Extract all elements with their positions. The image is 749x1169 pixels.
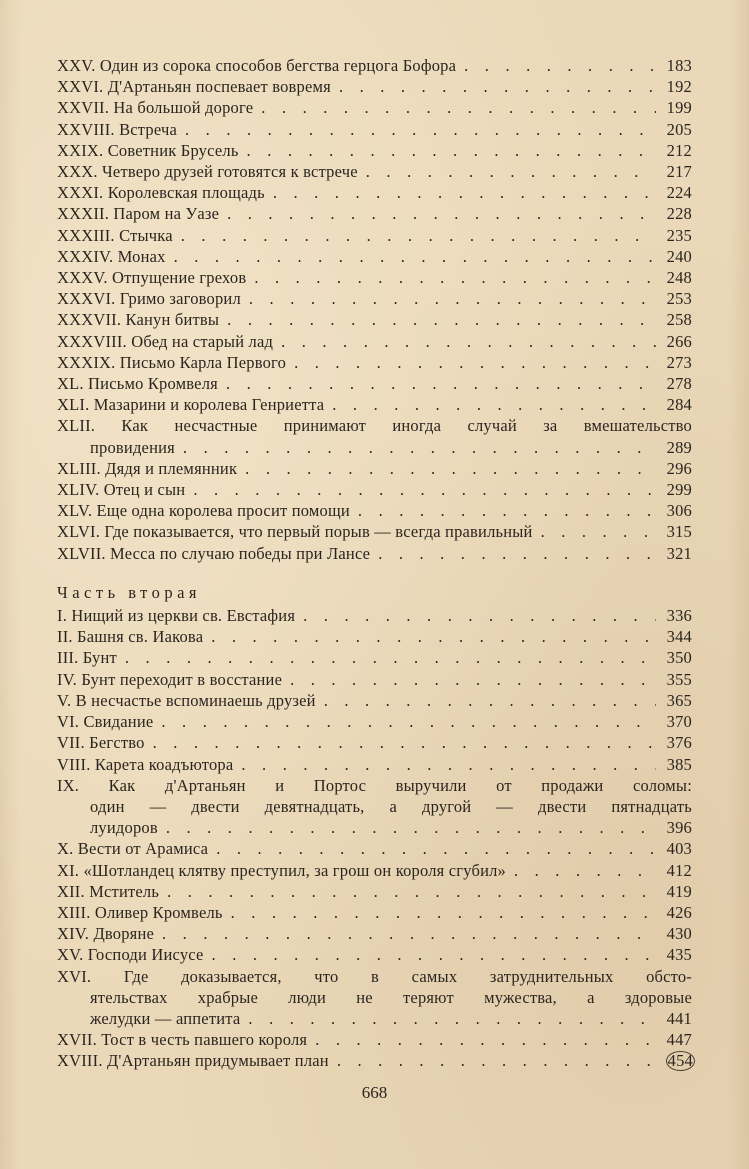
toc-entry [57, 309, 692, 330]
toc-entry [57, 140, 692, 161]
entry-page-number [662, 690, 692, 711]
leader-dots [541, 521, 656, 542]
entry-page-number [662, 923, 692, 944]
toc-entry [57, 288, 692, 309]
page-number-text: 192 [666, 77, 692, 97]
leader-dots [245, 458, 656, 479]
page-number-text: 447 [666, 1030, 692, 1050]
toc-entry [57, 860, 692, 881]
entry-title: XXXVII. Канун битвы [57, 310, 220, 330]
entry-page-number [662, 352, 692, 373]
page-number-text: 273 [666, 352, 692, 372]
toc-entry [57, 97, 692, 118]
leader-dots [464, 55, 656, 76]
entry-page-number [662, 626, 692, 647]
entry-title: XXXII. Паром на Уазе [57, 204, 220, 224]
leader-dots [248, 1008, 656, 1029]
entry-title: XIII. Оливер Кромвель [57, 902, 223, 922]
entry-title: VIII. Карета коадъютора [57, 754, 234, 774]
page-number-text: 258 [666, 310, 692, 330]
toc-entry [57, 711, 692, 732]
entry-title: IV. Бунт переходит в восстание [57, 669, 283, 689]
page-number-text: 412 [666, 860, 692, 880]
toc-entry [57, 1050, 692, 1071]
toc-entry [57, 225, 692, 246]
page-number-text: 385 [666, 754, 692, 774]
entry-page-number [662, 732, 692, 753]
entry-title: XXXIV. Монах [57, 246, 166, 266]
page-number-text: 419 [666, 881, 692, 901]
page-number-text: 217 [666, 162, 692, 182]
leader-dots [174, 246, 656, 267]
leader-dots [249, 288, 656, 309]
leader-dots [166, 817, 656, 838]
entry-title-line: XVI. Где доказывается, что в самых затруднительных обсто- [57, 966, 692, 986]
part-two-heading: Часть вторая [57, 582, 202, 602]
toc-entry [57, 881, 692, 902]
page-number-text: 228 [666, 204, 692, 224]
entry-title: XXVIII. Встреча [57, 119, 178, 139]
leader-dots [212, 944, 656, 965]
entry-page-number [662, 838, 692, 859]
entry-title: V. В несчастье вспоминаешь друзей [57, 690, 316, 710]
leader-dots [183, 437, 656, 458]
toc-entry [57, 500, 692, 521]
entry-title: X. Вести от Арамиса [57, 839, 209, 859]
leader-dots [231, 902, 656, 923]
entry-title: XXXI. Королевская площадь [57, 183, 265, 203]
entry-title: XL. Письмо Кромвеля [57, 374, 218, 394]
leader-dots [514, 860, 656, 881]
toc-entry [57, 626, 692, 647]
entry-title: XLI. Мазарини и королева Генриетта [57, 395, 325, 415]
entry-title-line: луидоров [90, 818, 158, 838]
leader-dots [337, 1050, 656, 1071]
page-number-text: 403 [666, 839, 692, 859]
entry-title: XXXV. Отпущение грехов [57, 268, 247, 288]
toc-entry [57, 267, 692, 288]
page-number-text: 248 [666, 268, 692, 288]
entry-title-line: IX. Как д'Артаньян и Портос выручили от продажи соломы: [57, 775, 692, 795]
leader-dots [216, 838, 656, 859]
entry-title: VI. Свидание [57, 712, 154, 732]
entry-page-number [662, 479, 692, 500]
toc-entry [57, 754, 692, 775]
page-number-text: 235 [666, 225, 692, 245]
entry-page-number [662, 55, 692, 76]
entry-page-number [662, 605, 692, 626]
page-number-text: 435 [666, 945, 692, 965]
toc-entry [57, 690, 692, 711]
entry-title: XXV. Один из сорока способов бегства герцога Бофора [57, 56, 457, 75]
part-two-list [57, 605, 692, 775]
entry-title: XII. Мститель [57, 881, 160, 901]
page-number-text: 284 [666, 395, 692, 415]
entry-page-number [662, 288, 692, 309]
toc-entry [57, 521, 692, 542]
page-number-text: 199 [666, 98, 692, 118]
entry-title: XXXIII. Стычка [57, 225, 173, 245]
entry-page-number [662, 521, 692, 542]
leader-dots [339, 76, 656, 97]
entry-title-line: желудки — аппетита [90, 1008, 241, 1028]
leader-dots [290, 669, 656, 690]
leader-dots [211, 626, 656, 647]
entry-page-number [662, 711, 692, 732]
leader-dots [273, 182, 656, 203]
entry-title: XLIV. Отец и сын [57, 480, 186, 500]
page-number-text: 205 [666, 119, 692, 139]
leader-dots [294, 352, 656, 373]
leader-dots [366, 161, 656, 182]
toc-entry-xlii [57, 415, 692, 457]
toc-entry [57, 1029, 692, 1050]
entry-page-number [662, 373, 692, 394]
page-number-text: 296 [666, 458, 692, 478]
toc-entry [57, 647, 692, 668]
page-number-text: 430 [666, 924, 692, 944]
leader-dots [227, 309, 656, 330]
entry-title-line: ятельствах храбрые люди не теряют мужества, а здоровые [90, 987, 692, 1007]
entry-page-number [662, 647, 692, 668]
entry-title-line: XLII. Как несчастные принимают иногда случай за вмешательство [57, 416, 692, 436]
entry-page-number [662, 944, 692, 965]
entry-title: XLVII. Месса по случаю победы при Лансе [57, 543, 371, 563]
page-number-text: 278 [666, 374, 692, 394]
entry-page-number [662, 246, 692, 267]
entry-page-number [662, 76, 692, 97]
entry-page-number [662, 140, 692, 161]
part-one-list [57, 55, 692, 415]
leader-dots [193, 479, 656, 500]
entry-title-line: один — двести девятнадцать, а другой — двести пятнадцать [90, 796, 692, 816]
leader-dots [261, 97, 656, 118]
entry-page-number [662, 754, 692, 775]
toc-entry [57, 161, 692, 182]
toc-entry [57, 76, 692, 97]
entry-title-line: провидения [90, 437, 175, 457]
entry-page-number [662, 97, 692, 118]
toc-entry [57, 669, 692, 690]
entry-page-number [662, 161, 692, 182]
page-number-text: 321 [666, 543, 692, 563]
page-number-text: 370 [666, 712, 692, 732]
leader-dots [358, 500, 656, 521]
page-number-text: 344 [666, 627, 692, 647]
entry-title: XXX. Четверо друзей готовятся к встрече [57, 162, 358, 182]
leader-dots [247, 140, 656, 161]
page-number-text: 253 [666, 289, 692, 309]
entry-page-number [662, 225, 692, 246]
page-number: 668 [361, 1083, 388, 1102]
toc-entry [57, 182, 692, 203]
leader-dots [315, 1029, 656, 1050]
entry-title: XLVI. Где показывается, что первый порыв — всегда правильный [57, 522, 533, 542]
entry-page-number [662, 182, 692, 203]
toc-entry [57, 55, 692, 76]
toc-entry [57, 352, 692, 373]
entry-title: XIV. Дворяне [57, 924, 155, 944]
entry-page-number [662, 203, 692, 224]
entry-page-number [662, 394, 692, 415]
entry-page-number [662, 267, 692, 288]
leader-dots [254, 267, 656, 288]
entry-page-number [662, 331, 692, 352]
toc-entry [57, 373, 692, 394]
page-number-text: 183 [666, 56, 692, 75]
toc-entry [57, 944, 692, 965]
leader-dots [161, 711, 656, 732]
entry-title: XXVII. На большой дороге [57, 98, 254, 118]
entry-title: XV. Господи Иисусе [57, 945, 204, 965]
leader-dots [324, 690, 656, 711]
toc-entry [57, 331, 692, 352]
toc-entry [57, 246, 692, 267]
entry-page-number [662, 669, 692, 690]
entry-page-number: 441 [666, 1008, 692, 1028]
toc-entry [57, 902, 692, 923]
page-number-text: 266 [666, 331, 692, 351]
entry-page-number [662, 860, 692, 881]
toc-entry [57, 479, 692, 500]
leader-dots [227, 203, 656, 224]
entry-page-number [662, 902, 692, 923]
entry-title: XI. «Шотландец клятву преступил, за грош он короля сгубил» [57, 860, 506, 880]
leader-dots [167, 881, 656, 902]
entry-title: VII. Бегство [57, 733, 145, 753]
entry-title: XLV. Еще одна королева просит помощи [57, 501, 350, 521]
toc-entry [57, 605, 692, 626]
leader-dots [153, 732, 656, 753]
leader-dots [185, 119, 656, 140]
part-one-tail-list [57, 458, 692, 564]
page-number-text: 224 [666, 183, 692, 203]
leader-dots [226, 373, 656, 394]
toc-entry-ix [57, 775, 692, 839]
leader-dots [378, 543, 656, 564]
entry-title: XVIII. Д'Артаньян придумывает план [57, 1051, 329, 1071]
page-number-text: 350 [666, 648, 692, 668]
leader-dots [241, 754, 656, 775]
toc-entry [57, 119, 692, 140]
toc-entry [57, 923, 692, 944]
leader-dots [332, 394, 656, 415]
entry-page-number [662, 881, 692, 902]
entry-title: XXXIX. Письмо Карла Первого [57, 352, 287, 372]
page-number-text: 212 [666, 140, 692, 160]
entry-page-number [662, 458, 692, 479]
entry-title: XXVI. Д'Артаньян поспевает вовремя [57, 77, 331, 97]
leader-dots [125, 647, 656, 668]
toc-entry [57, 203, 692, 224]
page-number-text: 315 [666, 522, 692, 542]
toc-entry [57, 543, 692, 564]
leader-dots [281, 331, 656, 352]
entry-title: XVII. Тост в честь павшего короля [57, 1030, 308, 1050]
leader-dots [162, 923, 656, 944]
entry-page-number [662, 1029, 692, 1050]
entry-title: III. Бунт [57, 648, 117, 668]
leader-dots [181, 225, 656, 246]
entry-page-number [662, 1050, 692, 1071]
entry-title: XXXVI. Гримо заговорил [57, 289, 241, 309]
page-number-text: 355 [666, 669, 692, 689]
toc-entry [57, 458, 692, 479]
leader-dots [303, 605, 656, 626]
entry-page-number [662, 119, 692, 140]
entry-page-number: 396 [666, 818, 692, 838]
toc-entry [57, 732, 692, 753]
page-number-text: 376 [666, 733, 692, 753]
entry-page-number [662, 543, 692, 564]
table-of-contents [57, 55, 692, 1072]
page-number-text: 299 [666, 480, 692, 500]
toc-entry [57, 838, 692, 859]
entry-page-number [662, 309, 692, 330]
entry-title: I. Нищий из церкви св. Евстафия [57, 606, 296, 626]
entry-page-number [662, 500, 692, 521]
toc-entry-xvi [57, 966, 692, 1030]
part-two-mid-list [57, 838, 692, 965]
circled-page-number: 454 [667, 1051, 693, 1071]
entry-title: XXXVIII. Обед на старый лад [57, 331, 274, 351]
part-two-end-list [57, 1029, 692, 1071]
page-number-text: 240 [666, 246, 692, 266]
toc-entry [57, 394, 692, 415]
entry-page-number: 289 [666, 437, 692, 457]
entry-title: XXIX. Советник Брусель [57, 140, 239, 160]
entry-title: XLIII. Дядя и племянник [57, 458, 238, 478]
page-number-text: 426 [666, 902, 692, 922]
page-number-text: 365 [666, 690, 692, 710]
entry-title: II. Башня св. Иакова [57, 627, 204, 647]
page-number-text: 336 [666, 606, 692, 626]
page-number-text: 306 [666, 501, 692, 521]
